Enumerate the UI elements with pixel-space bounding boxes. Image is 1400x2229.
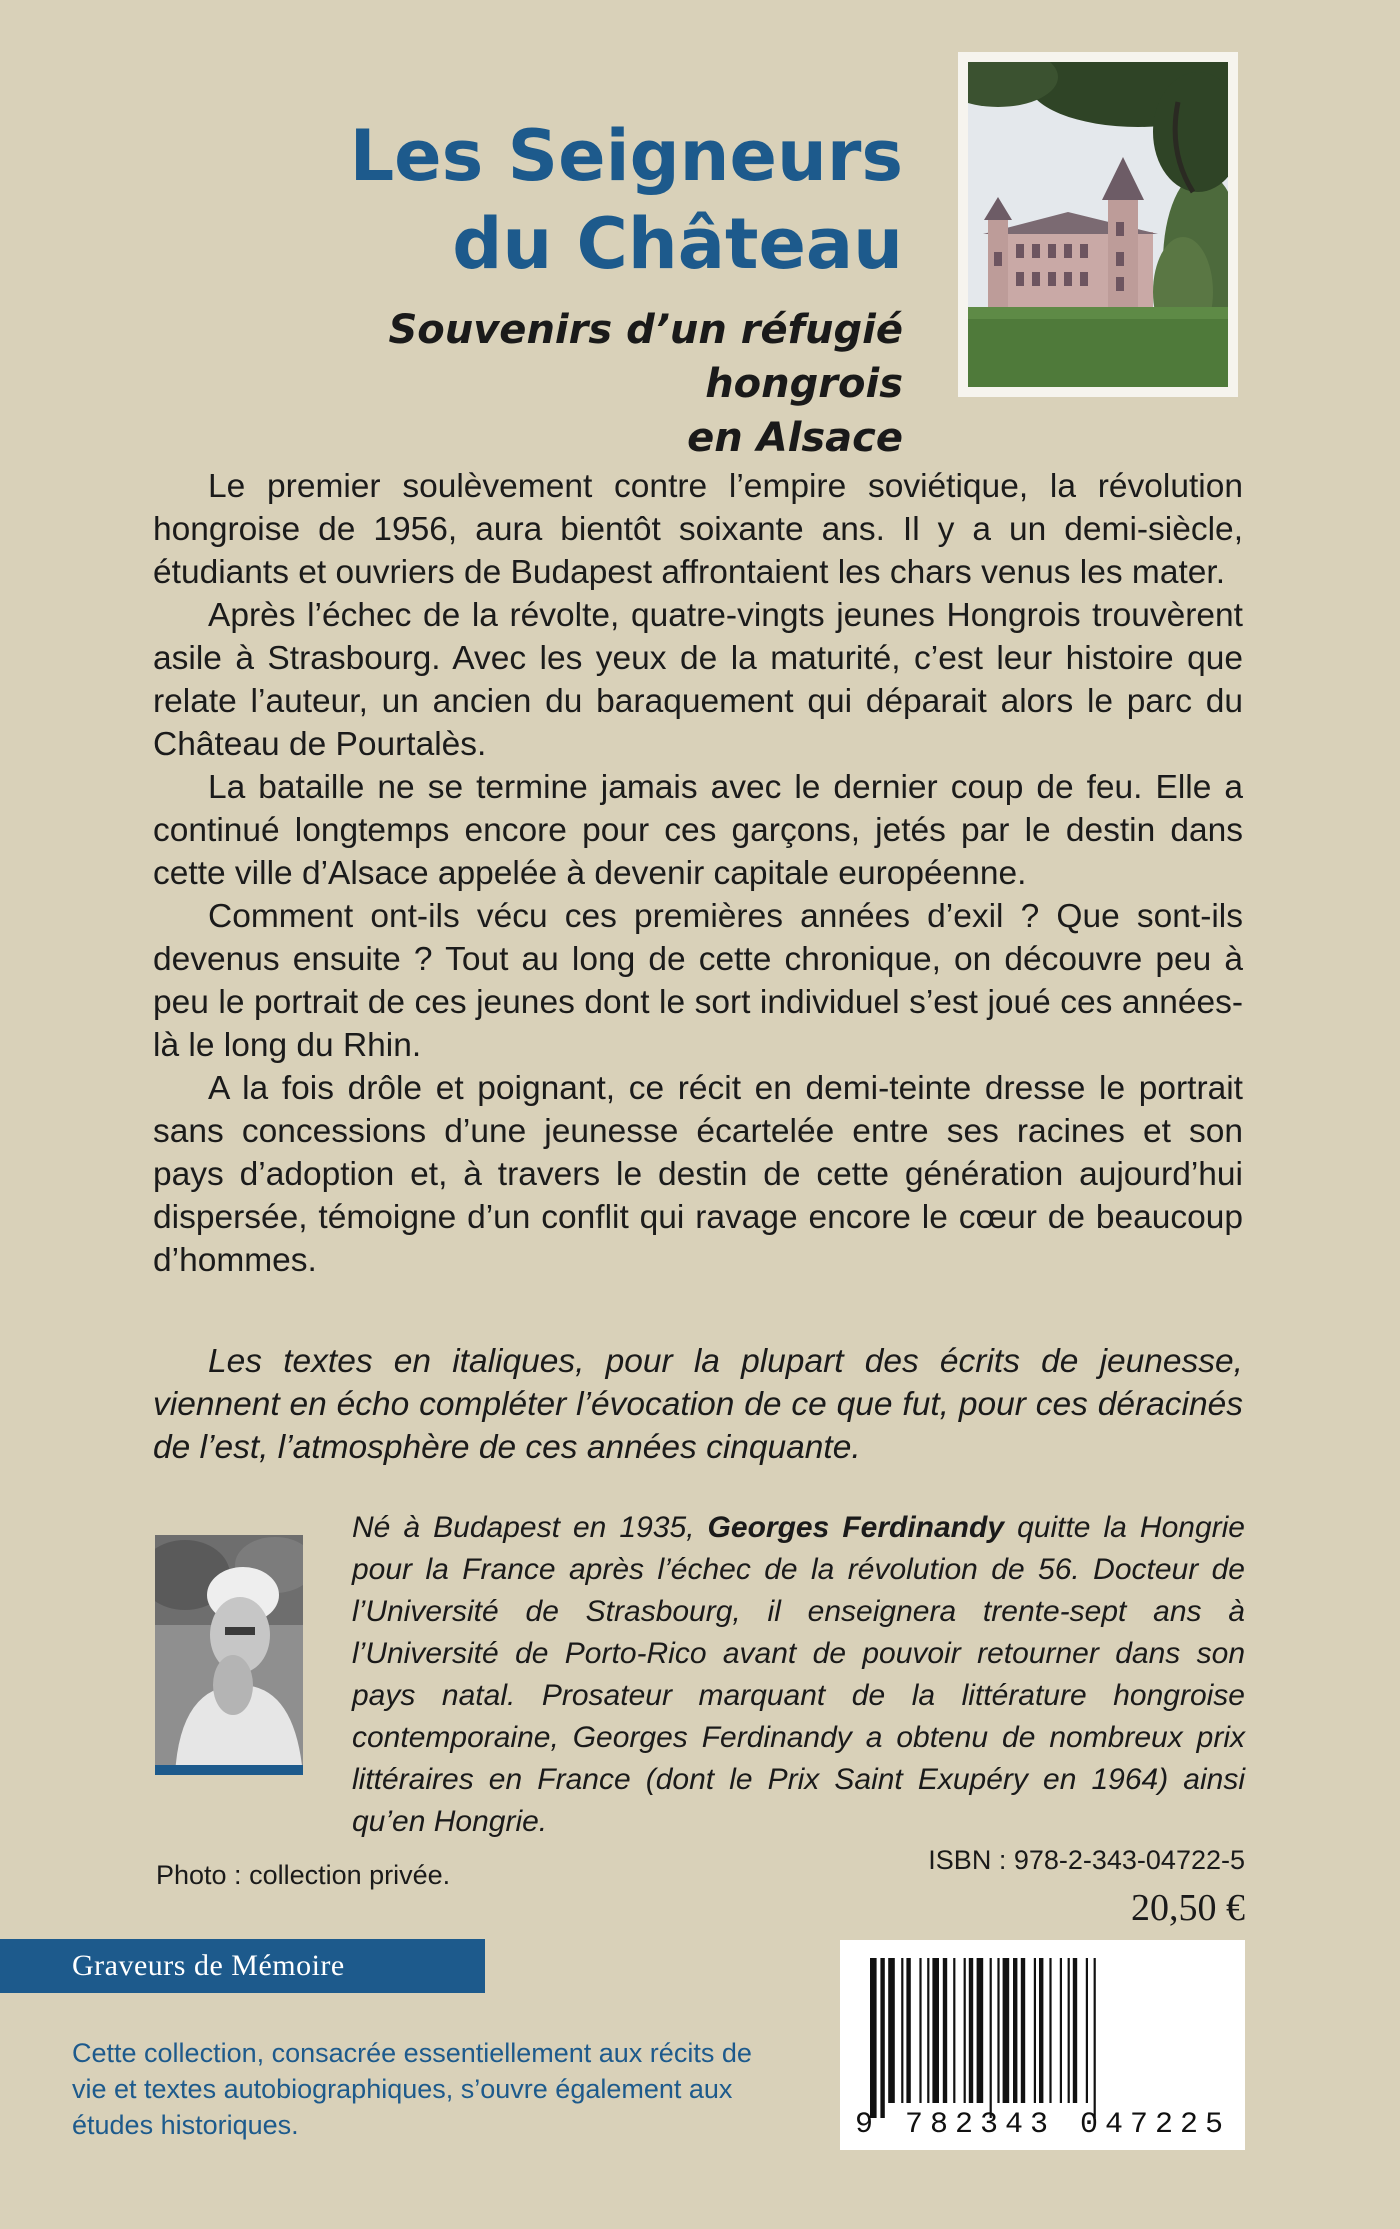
author-portrait [155, 1535, 303, 1775]
barcode-bar [1034, 1958, 1036, 2103]
chateau-photo [958, 52, 1238, 397]
barcode-bar [1060, 1958, 1062, 2103]
barcode-bar [1013, 1958, 1017, 2103]
author-name: Georges Ferdinandy [707, 1511, 1005, 1544]
italic-note: Les textes en italiques, pour la plupart des écrits de jeunesse, viennent en écho compléter l’évocation de ce que fut, pour ces déracinés de l’est, l’atmosphère de ces années cinquante. [153, 1343, 1243, 1466]
summary [153, 465, 1243, 1282]
barcode-bar [1073, 1958, 1077, 2103]
photo-credit: Photo : collection privée. [156, 1860, 451, 1890]
barcode-bar [1068, 1958, 1070, 2103]
barcode-bar [901, 1958, 903, 2103]
author-photo [155, 1535, 303, 1775]
barcode-bar [964, 1958, 966, 2103]
book-subtitle-line-1: Souvenirs d’un réfugié hongrois [388, 307, 903, 407]
collection-banner: Graveurs de Mémoire [0, 1939, 485, 1993]
collection-description: Cette collection, consacrée essentiellement aux récits de vie et textes autobiographiques, s’ouvre également aux études historiques. [72, 2038, 752, 2140]
barcode-bar [1003, 1958, 1010, 2103]
barcode-bar [880, 1958, 884, 2118]
summary-paragraph: La bataille ne se termine jamais avec le dernier coup de feu. Elle a continué longtemps encore pour ces garçons, jetés par le destin dans cette ville d’Alsace appelée à devenir capitale européenne. [153, 769, 1243, 892]
barcode-bar [990, 1958, 992, 2118]
barcode-bar [932, 1958, 939, 2103]
barcode-bar [927, 1958, 929, 2103]
book-title-line-2: du Château [452, 203, 903, 285]
barcode-bar [977, 1958, 984, 2103]
book-subtitle [183, 303, 903, 465]
barcode-bar [919, 1958, 921, 2103]
barcode-bar [1021, 1958, 1025, 2103]
barcode-bar [1039, 1958, 1043, 2103]
barcode-bar [943, 1958, 947, 2103]
chateau-illustration [968, 62, 1228, 387]
author-bio [352, 1507, 1245, 1843]
price: 20,50 € [1131, 1887, 1245, 1929]
barcode-bar [1086, 1958, 1088, 2103]
barcode-bar [953, 1958, 955, 2103]
book-subtitle-line-2: en Alsace [687, 415, 903, 461]
author-bio-suffix: quitte la Hongrie pour la France après l’échec de la révolution de 56. Docteur de l’Université de Strasbourg, il enseignera trente-sept ans à l’Université de Porto-Rico avant de pouvoir retourner dans son pays natal. Prosateur marquant de la littérature hongroise contemporaine, Georges Ferdinandy a obtenu de nombreux prix littéraires en France (dont le Prix Saint Exupéry en 1964) ainsi qu’en Hongrie. [352, 1511, 1245, 1838]
barcode [840, 1940, 1245, 2150]
summary-paragraph: Comment ont-ils vécu ces premières années d’exil ? Que sont-ils devenus ensuite ? Tout au long de cette chronique, on découvre peu à peu le portrait de ces jeunes dont le sort individuel s’est joué ces années-là le long du Rhin. [153, 898, 1243, 1064]
isbn: ISBN : 978-2-343-04722-5 [928, 1845, 1245, 1875]
barcode-bar [870, 1958, 877, 2118]
book-title-line-1: Les Seigneurs [349, 115, 903, 197]
summary-paragraph: A la fois drôle et poignant, ce récit en demi-teinte dresse le portrait sans concessions d’une jeunesse écartelée entre ses racines et son pays d’adoption et, à travers le destin de cette génération aujourd’hui dispersée, témoigne d’un conflit qui ravage encore le cœur de beaucoup d’hommes. [153, 1070, 1243, 1279]
summary-paragraph: Le premier soulèvement contre l’empire soviétique, la révolution hongroise de 1956, aura bientôt soixante ans. Il y a un demi-siècle, étudiants et ouvriers de Budapest affrontaient les chars venus les mater. [153, 468, 1243, 591]
author-bio-prefix: Né à Budapest en 1935, [352, 1511, 708, 1544]
barcode-bar [969, 1958, 973, 2103]
book-title [183, 112, 903, 288]
barcode-digits: 9 782343 047225 [854, 2108, 1231, 2142]
barcode-bar [888, 1958, 895, 2103]
barcode-bar [1094, 1958, 1096, 2118]
barcode-bar [1049, 1958, 1051, 2103]
summary-paragraph: Après l’échec de la révolte, quatre-vingts jeunes Hongrois trouvèrent asile à Strasbourg. Avec les yeux de la maturité, c’est leur histoire que relate l’auteur, un ancien du baraquement qui déparait alors le parc du Château de Pourtalès. [153, 597, 1243, 763]
barcode-bar [997, 1958, 999, 2103]
barcode-bar [906, 1958, 910, 2103]
